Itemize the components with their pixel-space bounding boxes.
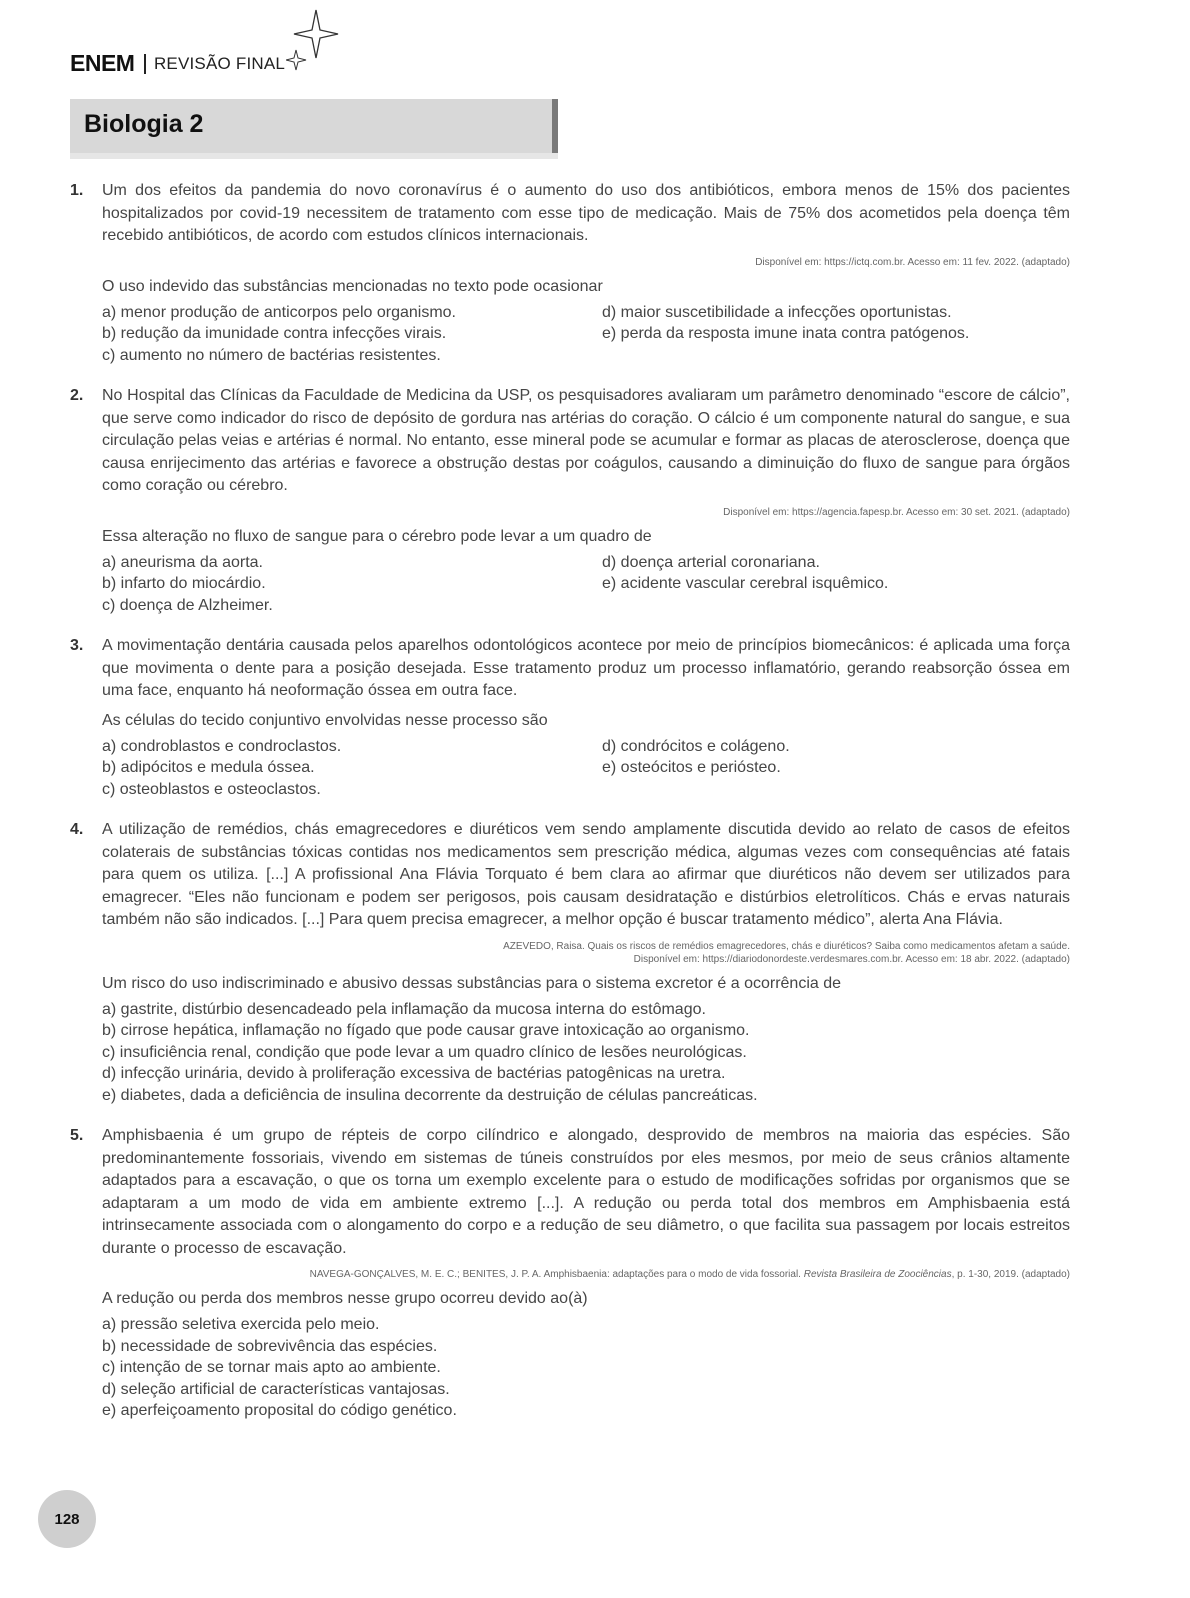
option-b[interactable]: b) necessidade de sobrevivência das espécies. <box>102 1337 438 1355</box>
question-number: 3. <box>70 637 84 654</box>
source-journal: Revista Brasileira de Zoociências <box>803 1269 952 1280</box>
option-e[interactable]: e) osteócitos e periósteo. <box>602 759 781 776</box>
question-stem: Um risco do uso indiscriminado e abusivo dessas substâncias para o sistema excretor é a ocorrência de <box>102 974 842 992</box>
question-number: 2. <box>70 387 84 404</box>
option-e[interactable]: e) acidente vascular cerebral isquêmico. <box>602 575 889 592</box>
option-a[interactable]: a) condroblastos e condroclastos. <box>102 737 342 755</box>
sparkle-stars-icon <box>286 6 346 74</box>
option-c[interactable]: c) doença de Alzheimer. <box>102 596 273 614</box>
options-grid <box>102 736 1070 801</box>
question-text: Um dos efeitos da pandemia do novo coronavírus é o aumento do uso dos antibióticos, embora menos de 15% dos pacientes hospitalizados por covid-19 necessitem de tratamento com esse tipo de medicação. Mais de 75% dos acometidos pela doença têm recebido antibióticos, de acordo com estudos clínicos internacionais. <box>102 182 1070 244</box>
page-number: 128 <box>54 1510 80 1528</box>
question-2 <box>70 385 1070 616</box>
option-c[interactable]: c) aumento no número de bactérias resistentes. <box>102 346 441 364</box>
page-number-badge <box>38 1490 96 1548</box>
option-d[interactable]: d) seleção artificial de características vantajosas. <box>102 1380 450 1398</box>
source-line-1: AZEVEDO, Raisa. Quais os riscos de remédios emagrecedores, chás e diuréticos? Saiba como medicamentos afetam a saúde. <box>503 940 1070 952</box>
option-d[interactable]: d) condrócitos e colágeno. <box>602 737 790 755</box>
page-title: Biologia 2 <box>84 110 204 138</box>
option-b[interactable]: b) redução da imunidade contra infecções virais. <box>102 325 447 342</box>
option-d[interactable]: d) maior suscetibilidade a infecções oportunistas. <box>602 303 952 321</box>
question-5 <box>70 1125 1070 1422</box>
questions-list <box>70 180 1070 1441</box>
option-a[interactable]: a) menor produção de anticorpos pelo organismo. <box>102 303 456 321</box>
option-d[interactable]: d) doença arterial coronariana. <box>602 553 820 571</box>
question-number: 1. <box>70 182 84 199</box>
brand-enem: ENEM <box>70 50 135 76</box>
source-citation: Disponível em: https://ictq.com.br. Acesso em: 11 fev. 2022. (adaptado) <box>755 256 1070 268</box>
option-d[interactable]: d) infecção urinária, devido à proliferação excessiva de bactérias patogênicas na uretra. <box>102 1065 726 1082</box>
brand-section: REVISÃO FINAL <box>153 53 286 73</box>
option-a[interactable]: a) pressão seletiva exercida pelo meio. <box>102 1316 380 1333</box>
question-text: A utilização de remédios, chás emagrecedores e diuréticos vem sendo amplamente discutida devido ao relato de casos de efeitos colaterais de substâncias tóxicas contidas nos medicamentos sem prescrição médica, algumas vezes com consequências até fatais para quem os utiliza. [...] A profissional Ana Flávia Torquato é bem clara ao afirmar que diuréticos não devem ser utilizados para emagrecer. “Eles não funcionam e podem ser perigosos, pois causam desidratação e distúrbios eletrolíticos. Chás e ervas naturais também não são indicados. [...] Para quem precisa emagrecer, a melhor opção é buscar tratamento médico”, alerta Ana Flávia. <box>102 821 1070 928</box>
option-e[interactable]: e) diabetes, dada a deficiência de insulina decorrente da destruição de células pancreáticas. <box>102 1086 758 1104</box>
option-b[interactable]: b) infarto do miocárdio. <box>102 575 266 592</box>
brand-divider <box>144 54 146 74</box>
options-list <box>102 999 1070 1107</box>
question-text: Amphisbaenia é um grupo de répteis de corpo cilíndrico e alongado, desprovido de membros na maioria das espécies. São predominantemente fossoriais, vivendo em sistemas de túneis construídos por eles mesmos, por meio de seus crânios altamente adaptados para a escavação, o que os torna um exemplo excelente para o estudo de modificações sofridas por organismos que se adaptaram a um modo de vida em ambiente extremo [...]. A redução ou perda total dos membros em Amphisbaenia está intrinsecamente associada com o alongamento do corpo e a redução de seu diâmetro, o que facilita sua passagem por locais estreitos durante o processo de escavação. <box>102 1127 1070 1257</box>
question-1 <box>70 180 1070 366</box>
option-c[interactable]: c) osteoblastos e osteoclastos. <box>102 780 321 798</box>
option-e[interactable]: e) perda da resposta imune inata contra patógenos. <box>602 325 970 342</box>
source-line-2: Disponível em: https://diariodonordeste.verdesmares.com.br. Acesso em: 18 abr. 2022. (adaptado) <box>633 953 1070 965</box>
source-citation: Disponível em: https://agencia.fapesp.br. Acesso em: 30 set. 2021. (adaptado) <box>723 506 1070 518</box>
option-a[interactable]: a) aneurisma da aorta. <box>102 553 263 571</box>
option-a[interactable]: a) gastrite, distúrbio desencadeado pela inflamação da mucosa interna do estômago. <box>102 1000 706 1018</box>
source-details: , p. 1-30, 2019. (adaptado) <box>951 1269 1070 1280</box>
option-b[interactable]: b) adipócitos e medula óssea. <box>102 759 315 776</box>
question-3 <box>70 635 1070 800</box>
source-citation <box>102 1268 1070 1281</box>
source-authors: NAVEGA-GONÇALVES, M. E. C.; BENITES, J. P. A. Amphisbaenia: adaptações para o modo de vida fossorial. <box>309 1269 804 1280</box>
option-b[interactable]: b) cirrose hepática, inflamação no fígado que pode causar grave intoxicação ao organismo. <box>102 1022 750 1039</box>
question-4 <box>70 819 1070 1106</box>
question-stem: As células do tecido conjuntivo envolvidas nesse processo são <box>102 711 548 729</box>
subject-banner-underline <box>70 153 558 159</box>
brand-header <box>70 50 285 77</box>
question-stem: Essa alteração no fluxo de sangue para o cérebro pode levar a um quadro de <box>102 527 652 545</box>
options-grid <box>102 552 1070 617</box>
option-e[interactable]: e) aperfeiçoamento proposital do código genético. <box>102 1402 457 1419</box>
options-list <box>102 1314 1070 1422</box>
question-text: No Hospital das Clínicas da Faculdade de Medicina da USP, os pesquisadores avaliaram um parâmetro denominado “escore de cálcio”, que serve como indicador do risco de depósito de gordura nas artérias do coração. O cálcio é um componente natural do sangue, e sua circulação pelas veias e artérias é normal. No entanto, esse mineral pode se acumular e formar as placas de aterosclerose, doença que causa enrijecimento das artérias e favorece a obstrução destas por coágulos, causando a diminuição do fluxo de sangue para órgãos como coração ou cérebro. <box>102 387 1070 494</box>
question-stem: O uso indevido das substâncias mencionadas no texto pode ocasionar <box>102 277 603 295</box>
source-citation <box>102 940 1070 966</box>
subject-banner-shadow <box>552 99 558 153</box>
options-grid <box>102 302 1070 367</box>
option-c[interactable]: c) intenção de se tornar mais apto ao ambiente. <box>102 1359 441 1376</box>
question-number: 5. <box>70 1127 84 1144</box>
question-text: A movimentação dentária causada pelos aparelhos odontológicos acontece por meio de princípios biomecânicos: é aplicada uma força que movimenta o dente para a posição desejada. Esse tratamento produz um processo inflamatório, gerando reabsorção óssea em uma face, enquanto há neoformação óssea em outra face. <box>102 637 1070 699</box>
question-stem: A redução ou perda dos membros nesse grupo ocorreu devido ao(à) <box>102 1290 588 1307</box>
question-number: 4. <box>70 821 84 838</box>
option-c[interactable]: c) insuficiência renal, condição que pode levar a um quadro clínico de lesões neurológicas. <box>102 1043 747 1061</box>
